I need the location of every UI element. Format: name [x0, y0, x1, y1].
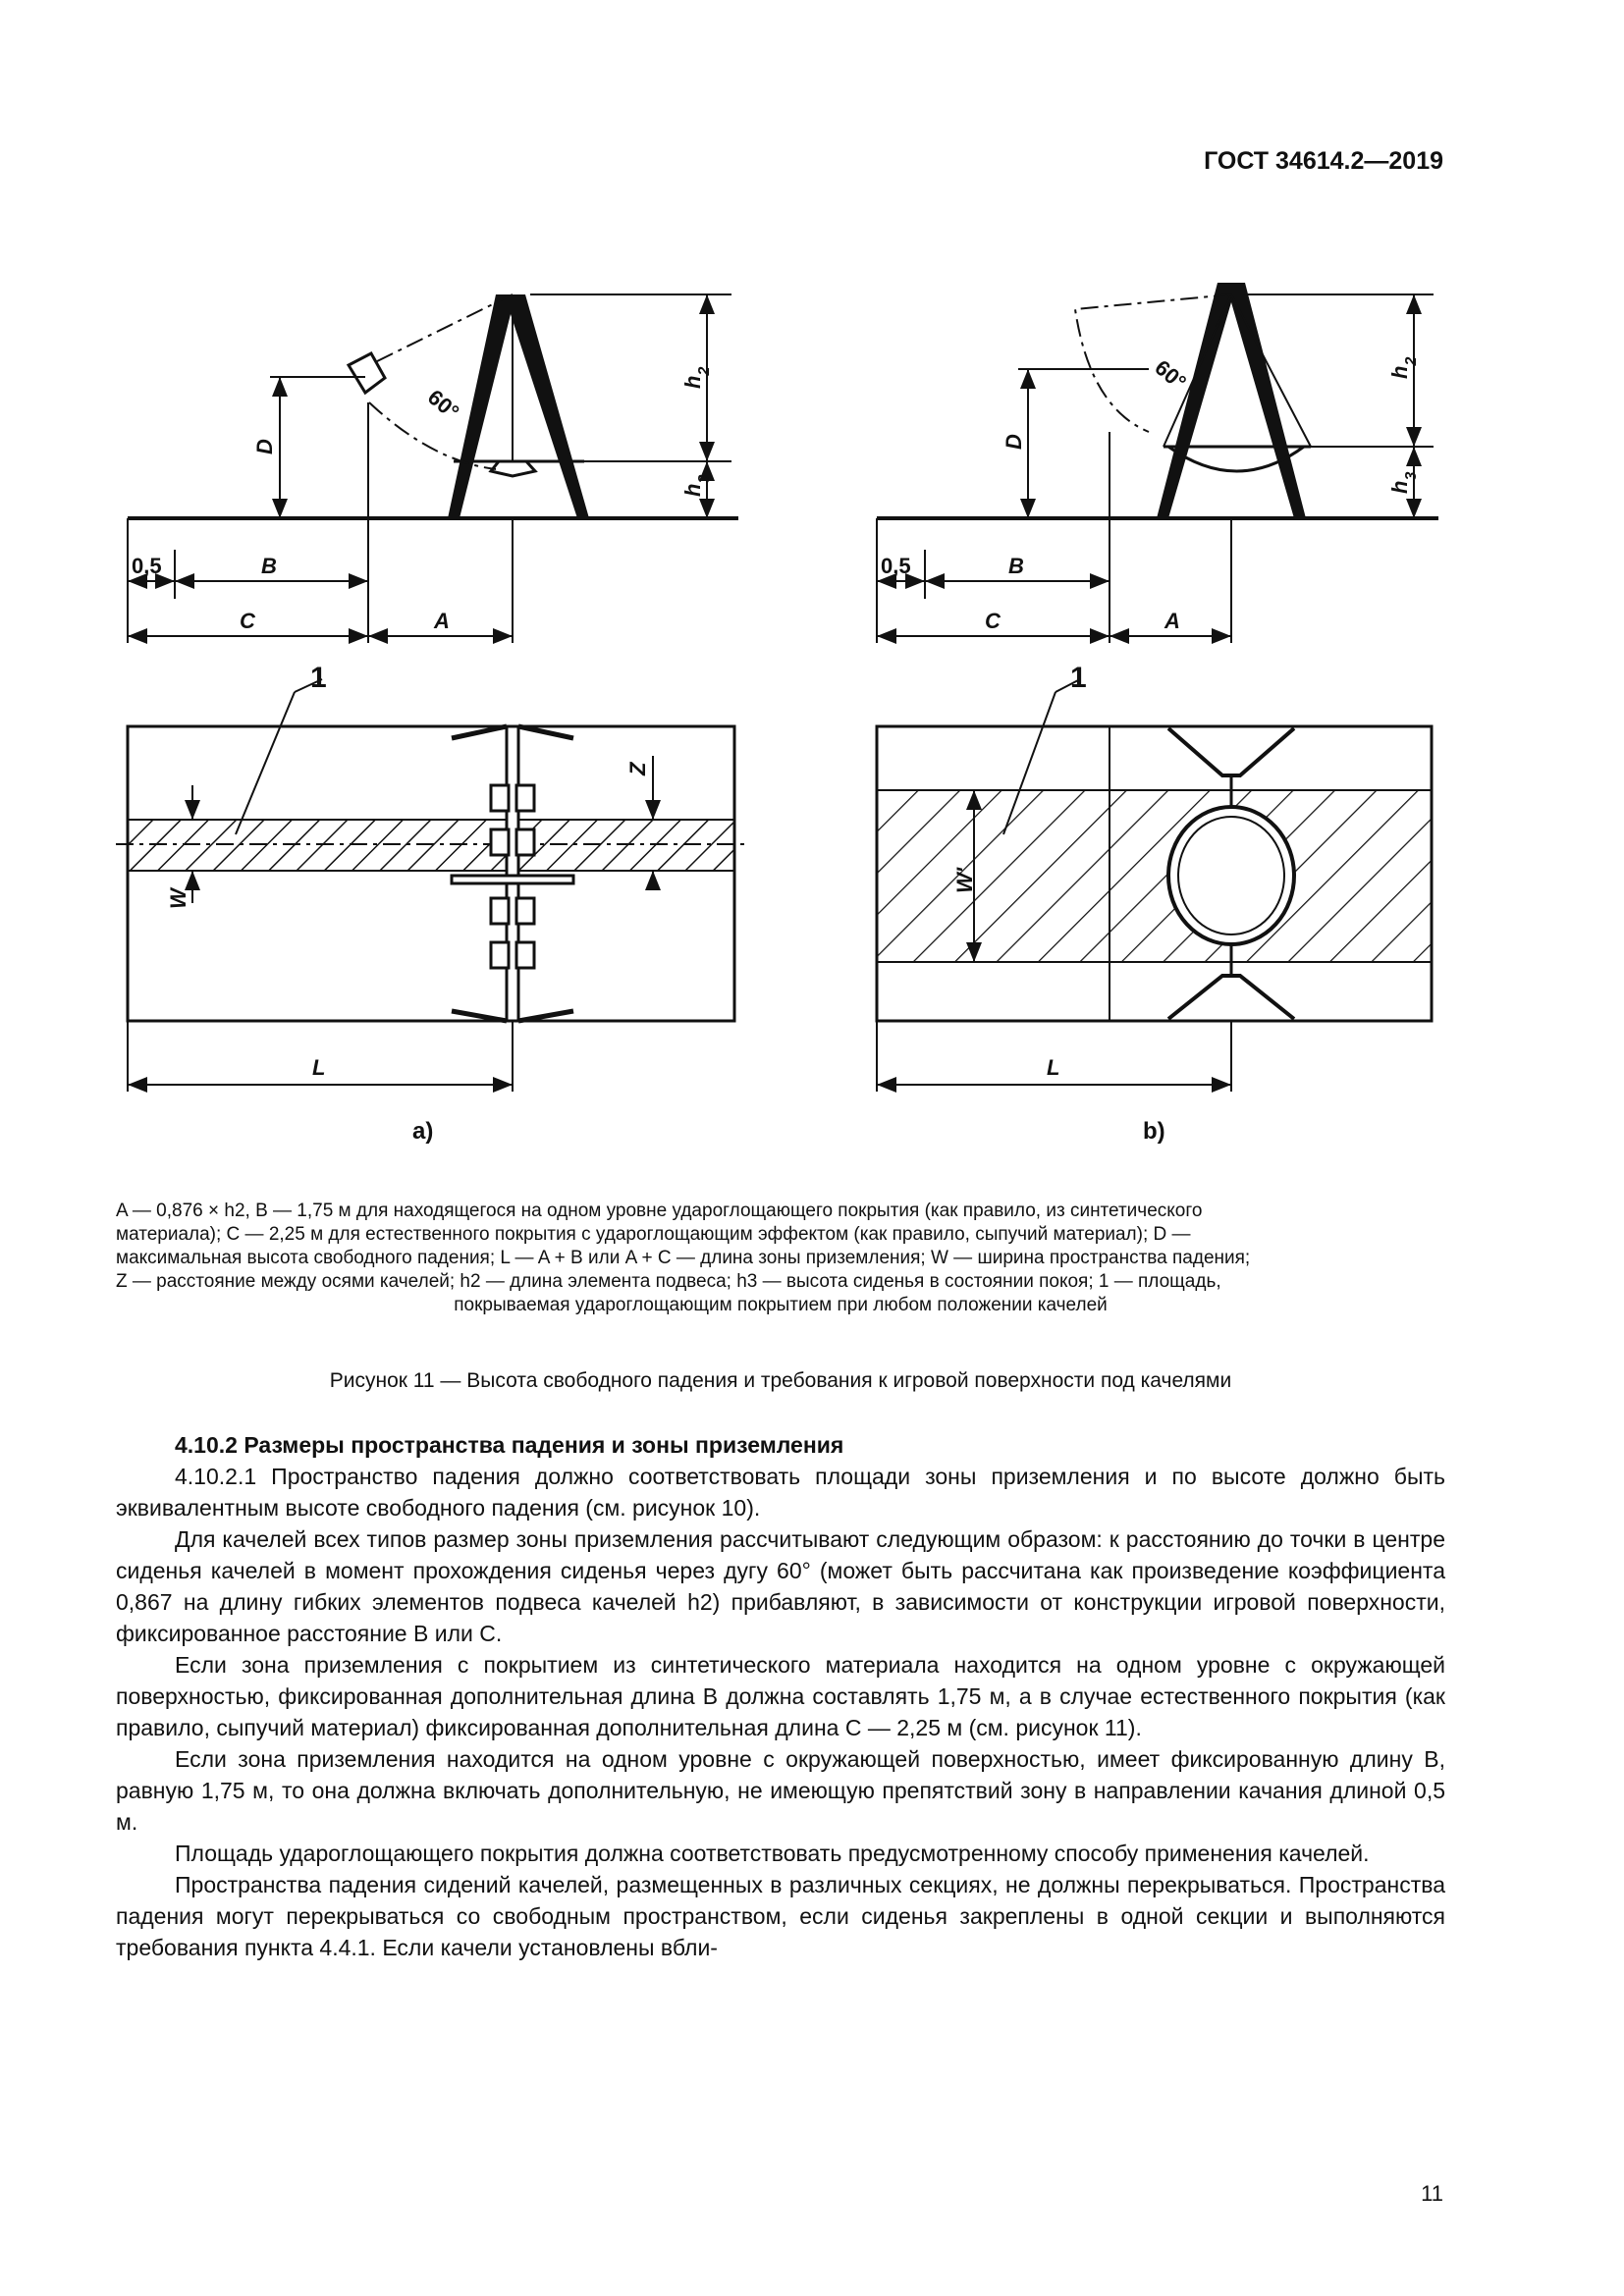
legend-line: максимальная высота свободного падения; L — A + B или A + C — длина зоны приземления; W — ширина пространства падения; [116, 1248, 1251, 1268]
section-heading: 4.10.2 Размеры пространства падения и зоны приземления [175, 1432, 844, 1458]
panel-b-label: b) [1143, 1118, 1165, 1145]
marker-1-a: 1 [310, 662, 327, 694]
label-h3-a: $h_3$ [680, 474, 713, 497]
label-A-b: A [1164, 609, 1180, 633]
label-C-a: C [240, 609, 255, 633]
paragraph: 4.10.2.1 Пространство падения должно соответствовать площади зоны приземления и по высоте должно быть эквивалентным высоте свободного падения (см. рисунок 10). [116, 1464, 1445, 1521]
label-L-b: L [1047, 1055, 1060, 1080]
legend-line: A — 0,876 × h2, B — 1,75 м для находящегося на одном уровне удароглощающего покрытия (как правило, из синтетического [116, 1201, 1203, 1221]
label-h2-a: $h_2$ [680, 366, 713, 389]
panel-a-elevation [128, 294, 738, 643]
figure-caption: Рисунок 11 — Высота свободного падения и требования к игровой поверхности под качелями [329, 1369, 1232, 1392]
label-B-b: B [1008, 554, 1024, 578]
legend-line: материала); C — 2,25 м для естественного покрытия с удароглощающим эффектом (как правило, сыпучий материал); D — [116, 1224, 1191, 1245]
document-header: ГОСТ 34614.2—2019 [1204, 147, 1443, 175]
figure-legend [116, 1200, 1445, 1317]
label-D-b: D [1001, 434, 1026, 450]
label-A-a: A [434, 609, 450, 633]
paragraph: Для качелей всех типов размер зоны приземления рассчитывают следующим образом: к расстоянию до точки в центре сиденья качелей в момент прохождения сиденья через дугу 60° (может быть рассчитана как произведение коэффициента 0,867 на длину гибких элементов подвеса качелей h2) прибавляют, в зависимости от конструкции игровой поверхности, фиксированное расстояние B или C. [116, 1526, 1445, 1646]
a-frame [448, 294, 589, 518]
label-h3-a-subscript: 3 [695, 474, 713, 484]
label-C-b: C [985, 609, 1001, 633]
legend-line: покрываемая удароглощающим покрытием при любом положении качелей [454, 1295, 1108, 1315]
label-angle-a: 60° [422, 384, 464, 425]
label-h3-b-subscript: 3 [1402, 471, 1420, 481]
label-05-a: 0,5 [132, 554, 162, 578]
section-4-10-2 [116, 1429, 1445, 1963]
label-h2-b-subscript: 2 [1402, 356, 1420, 366]
label-Z: Z [625, 762, 650, 775]
label-angle-b: 60° [1150, 354, 1192, 396]
label-05-b: 0,5 [881, 554, 911, 578]
marker-1-b: 1 [1070, 662, 1087, 694]
a-frame-b [1157, 283, 1306, 518]
label-D: D [252, 439, 277, 454]
label-W: W [166, 888, 190, 909]
panel-b-elevation [877, 283, 1438, 643]
page-number: 11 [1421, 2181, 1443, 2206]
label-h2-b: $h_2$ [1387, 356, 1420, 379]
label-L-a: L [312, 1055, 326, 1080]
legend-line: Z — расстояние между осями качелей; h2 — длина элемента подвеса; h3 — высота сиденья в состоянии покоя; 1 — площадь, [116, 1271, 1221, 1292]
label-h2-a-subscript: 2 [695, 366, 713, 376]
paragraph: Если зона приземления находится на одном уровне с окружающей поверхностью, имеет фиксированную длину B, равную 1,75 м, то она должна включать дополнительную, не имеющую препятствий зону в направлении качания длиной 0,5 м. [116, 1746, 1445, 1835]
label-B-a: B [261, 554, 277, 578]
seat [491, 461, 535, 476]
panel-a-label: a) [412, 1118, 434, 1145]
panel-a-plan [116, 679, 746, 1092]
paragraph: Если зона приземления с покрытием из синтетического материала находится на одном уровне с окружающей поверхностью, фиксированная дополнительная длина B должна составлять 1,75 м, а в случае естественного покрытия (как правило, сыпучий материал) фиксированная дополнительная длина С — 2,25 м (см. рисунок 11). [116, 1652, 1445, 1740]
label-h3-b: $h_3$ [1387, 471, 1420, 494]
paragraph: Площадь удароглощающего покрытия должна соответствовать предусмотренному способу применения качелей. [175, 1841, 1370, 1866]
paragraph: Пространства падения сидений качелей, размещенных в различных секциях, не должны перекрываться. Пространства падения могут перекрываться со свободным пространством, если сиденья закреплены в одной секции и выполняются требования пункта 4.4.1. Если качели установлены вбли- [116, 1872, 1445, 1960]
label-W-prime: W' [952, 868, 977, 893]
